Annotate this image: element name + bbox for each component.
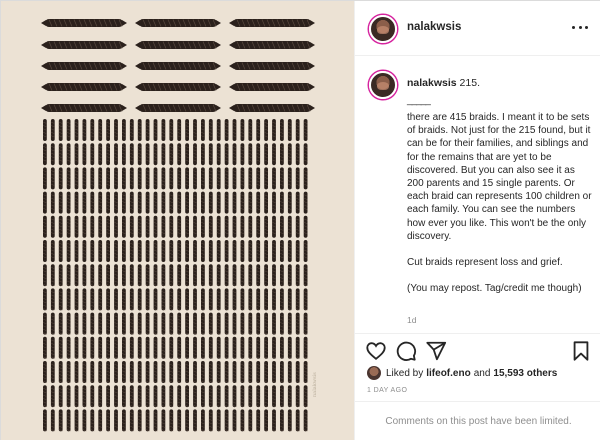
- liker-username[interactable]: lifeof.eno: [426, 367, 471, 379]
- caption-avatar[interactable]: [369, 71, 397, 99]
- profile-avatar[interactable]: [369, 15, 397, 43]
- post-sidebar: [354, 1, 600, 440]
- caption-paragraph: Cut braids represent loss and grief.: [407, 257, 563, 269]
- bookmark-icon[interactable]: [570, 340, 592, 362]
- braid-group: [41, 19, 315, 431]
- caption-username[interactable]: nalakwsis: [407, 77, 457, 89]
- artist-signature: nalakwsis: [312, 372, 318, 397]
- likes-prefix: Liked by: [386, 367, 424, 379]
- caption: [355, 57, 600, 333]
- caption-divider: _____: [407, 95, 430, 106]
- likes-others-link[interactable]: 15,593 others: [493, 367, 558, 379]
- share-icon[interactable]: [425, 340, 447, 362]
- heart-icon[interactable]: [365, 340, 387, 362]
- more-options-icon[interactable]: [572, 19, 588, 35]
- caption-text: [407, 111, 593, 308]
- comment-icon[interactable]: [395, 340, 417, 362]
- post-header: [355, 1, 600, 56]
- caption-paragraph: there are 415 braids. I meant it to be sets of braids. Not just for the 215 found, but it can be for their families, and siblings and for the remains that are yet to be discovered. But you can also see it as 200 parents and 15 single parents. Or each braid can represents 100 children or each family. You can see the numbers how ever you like. This won't be the only discovery.: [407, 112, 592, 242]
- post-timestamp[interactable]: 1 DAY AGO: [367, 387, 408, 394]
- caption-headline: 215.: [459, 77, 480, 89]
- caption-age[interactable]: 1d: [407, 315, 417, 325]
- liker-avatar[interactable]: [367, 366, 381, 380]
- likes-summary: [367, 365, 560, 381]
- caption-header: [407, 77, 480, 89]
- action-bar: [355, 333, 600, 365]
- comments-limited-notice: Comments on this post have been limited.: [355, 401, 600, 440]
- likes-joiner: and: [473, 367, 491, 379]
- braids-artwork: [1, 1, 354, 440]
- caption-paragraph: (You may repost. Tag/credit me though): [407, 283, 582, 295]
- header-username[interactable]: nalakwsis: [407, 21, 462, 33]
- post-image[interactable]: [1, 1, 354, 440]
